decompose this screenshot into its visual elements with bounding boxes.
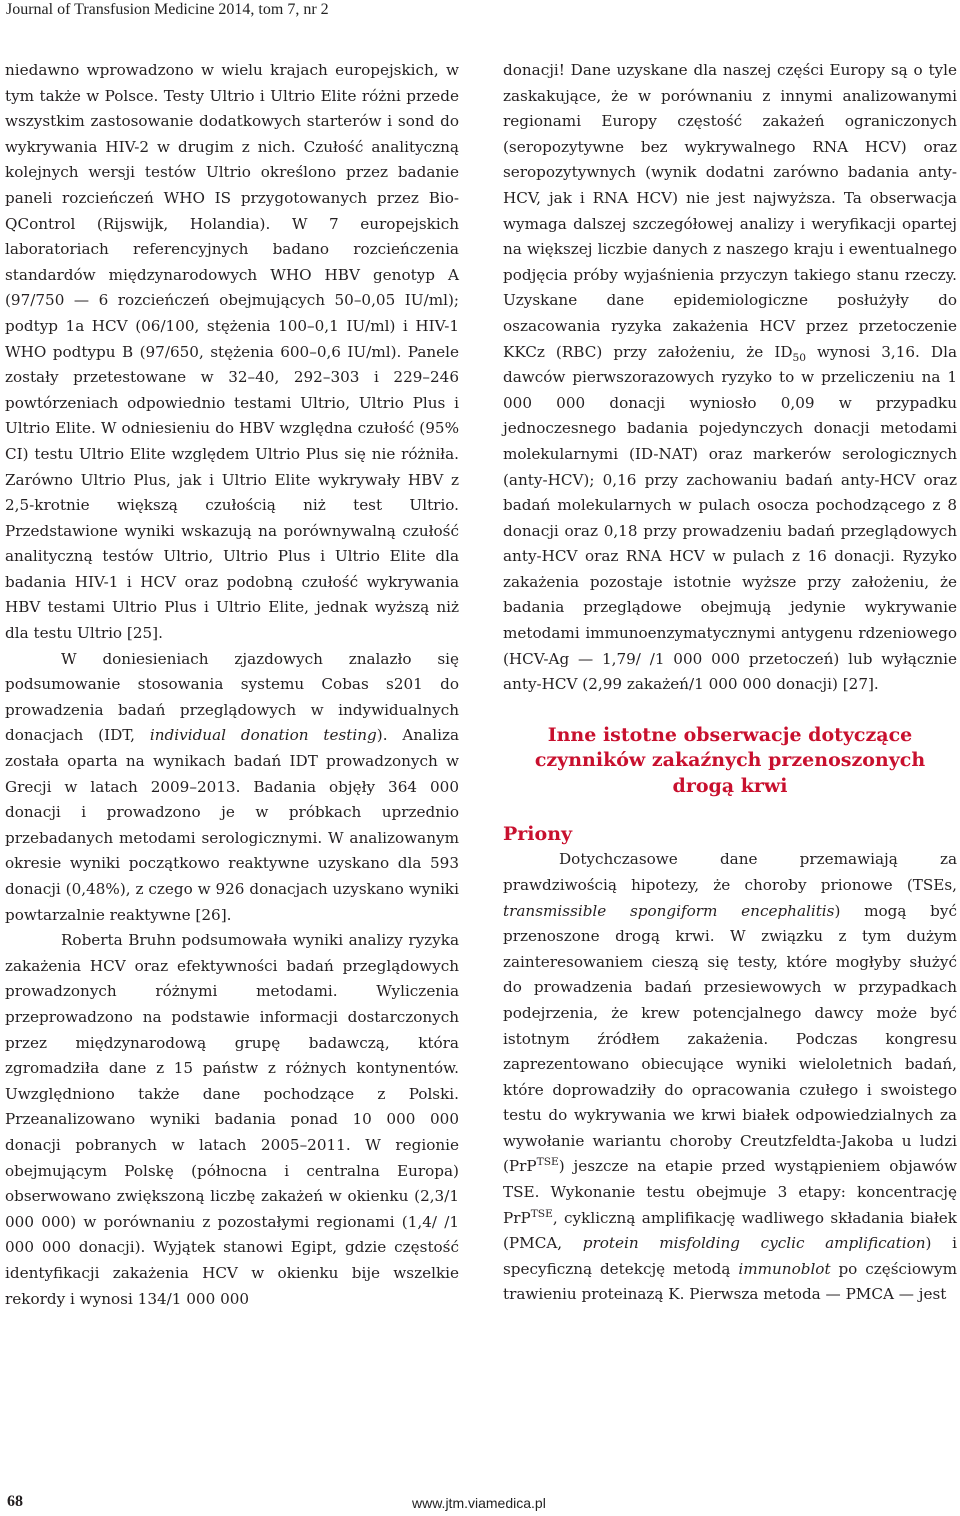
paragraph: W doniesieniach zjazdowych znalazło się podsumowanie stosowania systemu Cobas s201 do prowadzenia badań przeglądowych w indywidualnych donacjach (IDT, individual donation testing). Analiza została oparta na wynikach badań IDT prowadzonych w Grecji w latach 2009–2013. Badania objęły 364 000 donacji i prowadzono je w próbkach uprzednio przebadanych metodami serologicznymi. W analizowanym okresie wyniki początkowo reaktywne uzyskano dla 593 donacji (0,48%), z czego w 926 donacjach uzyskano wyniki powtarzalnie reaktywne [26]. bbox=[5, 649, 460, 924]
paragraph: Dotychczasowe dane przemawiają za prawdziwością hipotezy, że choroby prionowe (TSEs, transmissible spongiform encephalitis) mogą być przenoszone drogą krwi. W związku z tym dużym zainteresowaniem cieszą się testy, które mogłyby służyć do prowadzenia badań przesiewowych w przypadkach podejrzenia, że krew potencjalnego dawcy może być istotnym źródłem zakażenia. Podczas kongresu zaprezentowano obiecujące wyniki wieloletnich badań, które doprowadziły do opracowania czułego i swoistego testu do wykrywania we krwi białek odpowiedzialnych za wywołanie wariantu choroby Creutzfeldta-Jakoba u ludzi (PrP$^{TSE}$) jeszcze na etapie przed wystąpieniem objawów TSE. Wykonanie testu obejmuje 3 etapy: koncentrację PrP$^{TSE}$, cykliczną amplifikację wadliwego składania białek (PMCA, protein misfolding cyclic amplification) i specyficzną detekcję metodą immunoblot po częściowym trawieniu proteinazą K. Pierwsza metoda — PMCA — jest bbox=[503, 850, 957, 1304]
paragraph: donacji! Dane uzyskane dla naszej części Europy są o tyle zaskakujące, że w porównaniu z innymi analizowanymi regionami Europy częstość zakażeń ograniczonych (seropozytywne bez wykrywalnego RNA HCV) oraz seropozytywnych (wynik dodatni zarówno badania anty-HCV, jak i RNA HCV) nie jest najwyższa. Ta obserwacja wymaga dalszej szczegółowej analizy i weryfikacji opartej na większej liczbie danych z naszego kraju i ewentualnego podjęcia próby wyjaśnienia przyczyn takiego stanu rzeczy. Uzyskane dane epidemiologiczne posłużyły do oszacowania ryzyka zakażenia HCV przez przetoczenie KKCz (RBC) przy założeniu, że $ID_{50}$ wynosi 3,16. Dla dawców pierwszorazowych ryzyko to w przeliczeniu na 1 000 000 donacji wyniosło 0,09 w przypadku jednoczesnego badania pojedynczych donacji metodami molekularnymi (ID-NAT) oraz markerów serologicznych (anty-HCV); 0,16 przy zachowaniu badań anty-HCV oraz badań molekularnych w pulach osocza pochodzącego z 8 donacji oraz 0,18 przy prowadzeniu badań przeglądowych anty-HCV oraz RNA HCV w pulach z 16 donacji. Ryzyko zakażenia pozostaje istotnie wyższe przy założeniu, że badania przeglądowe obejmują jedynie wykrywanie metodami immunoenzymatycznymi antygenu rdzeniowego (HCV-Ag — 1,79/ /1 000 000 przetoczeń) lub wyłącznie anty-HCV (2,99 zakażeń/1 000 000 donacji) [27]. bbox=[503, 61, 958, 694]
right-column bbox=[503, 58, 957, 1308]
running-header: Journal of Transfusion Medicine 2014, tom 7, nr 2 bbox=[6, 1, 329, 18]
section-heading: Inne istotne obserwacje dotyczące czynników zakaźnych przenoszonych drogą krwi bbox=[534, 723, 926, 797]
paragraph: Roberta Bruhn podsumowała wyniki analizy ryzyka zakażenia HCV oraz efektywności badań przeglądowych prowadzonych różnymi metodami. Wyliczenia przeprowadzono na podstawie informacji dostarczonych przez międzynarodową grupę badawczą, która zgromadziła dane z 15 państw z różnych kontynentów. Uwzględniono także dane pochodzące z Polski. Przeanalizowano wyniki badania ponad 10 000 000 donacji pobranych w latach 2005–2011. W regionie obejmującym Polskę (północna i centralna Europa) obserwowano zwiększoną liczbę zakażeń w okienku (2,3/1 000 000) w porównaniu z pozostałymi regionami (1,4/ /1 000 000 donacji). Wyjątek stanowi Egipt, gdzie częstość identyfikacji zakażenia HCV w okienku bije wszelkie rekordy i wynosi 134/1 000 000 bbox=[5, 931, 459, 1308]
paragraph: niedawno wprowadzono w wielu krajach europejskich, w tym także w Polsce. Testy Ultrio i Ultrio Elite różni przede wszystkim zastosowanie dodatkowych starterów i sond do wykrywania HIV-2 w drugim z nich. Czułość analityczną kolejnych wersji testów Ultrio określono przez badanie paneli rozcieńczeń WHO IS przygotowanych przez Bio-QControl (Rijswijk, Holandia). W 7 europejskich laboratoriach referencyjnych badano rozcieńczenia standardów międzynarodowych WHO HBV genotyp A (97/750 — 6 rozcieńczeń obejmujących 50–0,05 IU/ml); podtyp 1a HCV (06/100, stężenia 100–0,1 IU/ml) i HIV-1 WHO podtypu B (97/650, stężenia 600–0,6 IU/ml). Panele zostały przetestowane w 32–40, 292–303 i 229–246 powtórzeniach odpowiednio testami Ultrio, Ultrio Plus i Ultrio Elite. W odniesieniu do HBV względna czułość (95% CI) testu Ultrio Elite względem Ultrio Plus się nie różniła. Zarówno Ultrio Plus, jak i Ultrio Elite wykrywały HBV z 2,5-krotnie większą czułością niż test Ultrio. Przedstawione wyniki wskazują na porównywalną czułość analityczną testów Ultrio, Ultrio Plus i Ultrio Elite dla badania HIV-1 i HCV oraz podobną czułość wykrywania HBV testami Ultrio Plus i Ultrio Elite, jednak wyższą niż dla testu Ultrio [25]. bbox=[5, 61, 459, 643]
left-column bbox=[5, 58, 459, 1312]
footer-url[interactable]: www.jtm.viamedica.pl bbox=[412, 1495, 546, 1511]
subsection-heading: Priony bbox=[503, 823, 573, 846]
page-number: 68 bbox=[7, 1493, 23, 1510]
